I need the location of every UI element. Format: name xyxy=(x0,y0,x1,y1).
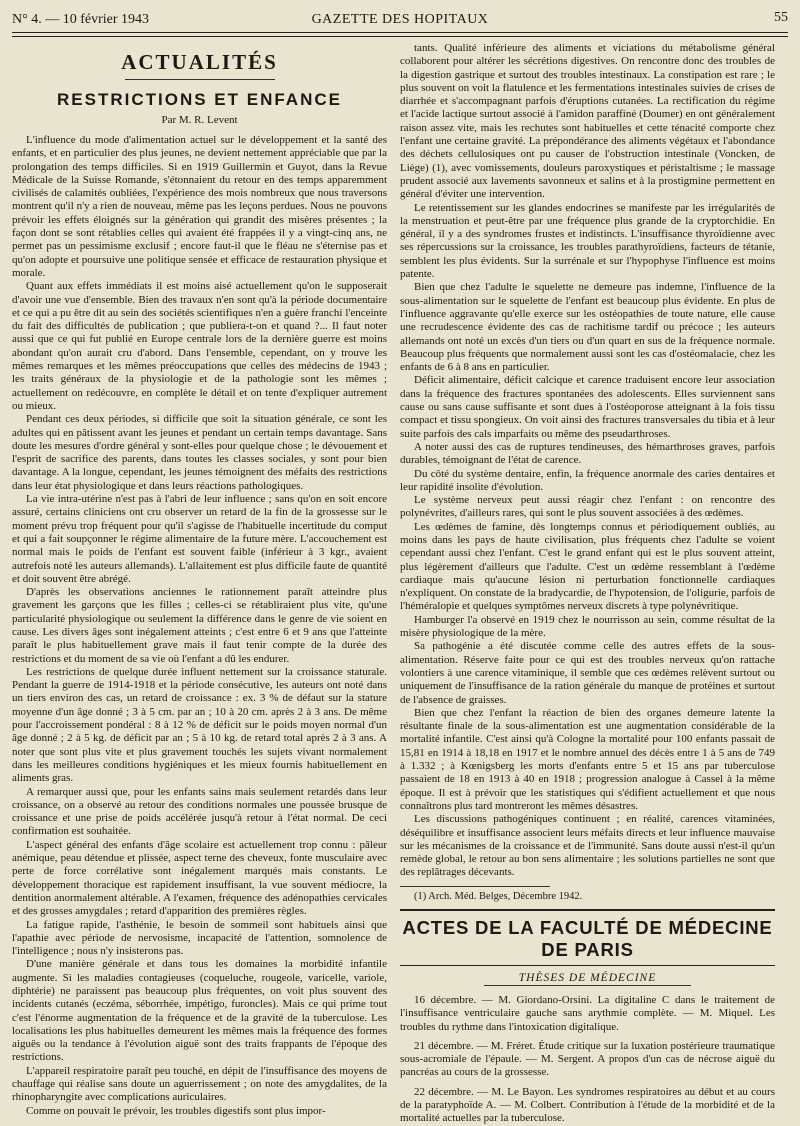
paragraph: L'aspect général des enfants d'âge scolaire est actuellement trop connu : pâleur anémique, peau détendue et plissée, aspect terne des cheveux, fonte musculaire avec perte de force corrélative sont inégalement marqués mais constants. Le développement thoracique est rapidement insuffisant, la vue souvent médiocre, la dentition anormalement altérable. A l'examen, fréquence des adénopathies cervicales et des grosses amygdales ; retard d'apparition des premières règles. xyxy=(12,838,387,918)
section-divider xyxy=(125,79,275,80)
issue-number: N° 4. — 10 février 1943 xyxy=(12,12,150,27)
subsection-divider xyxy=(484,985,690,986)
paragraph: La fatigue rapide, l'asthénie, le besoin de sommeil sont habituels ainsi que l'apathie avec période de nervosisme, incapacité de l'attention, somnolence de l'intelligence ; nous n'y insisterons pas. xyxy=(12,918,387,958)
paragraph: Comme on pouvait le prévoir, les troubles digestifs sont plus impor- xyxy=(26,1104,326,1117)
paragraph: Pendant ces deux périodes, si difficile que soit la situation générale, ce sont les adultes qui en pâtissent avant les jeunes et pendant un certain temps davantage. Sans doute les mesures d'ordre général y sont-elles pour quelque chose ; le dévouement et l'esprit de sacrifice des parents, dans toutes les classes sociales, y sont pour bien davantage. A la longue, cependant, les jeunes témoignent des méfaits des restrictions dans leur état physiologique et dans leurs réactions pathologiques. xyxy=(12,413,387,492)
paragraph: Bien que chez l'enfant la réaction de bien des organes demeure latente la résultante finale de la sous-alimentation est une augmentation considérable de la mortalité infantile. C'est ainsi qu'à Cologne la mortalité pour 100 enfants passait de 15,81 en 1914 à 18,18 en 1917 et le nombre annuel des décès entre 1 à 5 ans de 749 à 1.332 ; à Kœnigsberg les morts d'enfants entre 5 et 15 ans par tuberculose passaient de 18 en 1913 à 40 en 1918 ; progression analogue à Cassel à la même époque. Il est à prévoir que les statistiques qui s'édifient actuellement et que nous connaîtrons plus tard montreront les mêmes désastres. xyxy=(400,706,775,812)
paragraph: D'après les observations anciennes le rationnement paraît atteindre plus gravement les garçons que les filles ; celles-ci se rétabliraient plus vite, qu'une particularité physiologique ou seulement la différence dans le genre de vie soient en cause. Les divers âges sont inégalement atteints ; c'est entre 6 et 9 ans que l'atteinte paraît le plus habituellement grave mais il faut tenir compte de la durée des restrictions et du moment de sa vie où l'enfant a dû les endurer. xyxy=(12,586,387,665)
footnote-divider xyxy=(400,886,550,887)
thesis-entry: 21 décembre. — M. Fréret. Étude critique sur la luxation postérieure traumatique sous-acromiale de l'épaule. — M. Sergent. A propos d'un cas de nécrose aiguë du pancréas au cours de la grossesse. xyxy=(400,1039,775,1079)
paragraph: Quant aux effets immédiats il est moins aisé actuellement qu'on le supposerait d'avoir une vue d'ensemble. Bien des travaux n'en sont qu'à la période documentaire et ce qui a pu être dit au sein des sociétés scientifiques n'en a guère franchi l'enceinte du fait des difficultés de publication ; que publiera-t-on et quand ?... Il faut noter aussi que ce qui fut publié en Europe centrale lors de la dernière guerre est moins abondant qu'on aurait cru d'abord. Dans l'ensemble, cependant, on y trouve les mêmes remarques et les mêmes préoccupations que celles des médecins de 1943 ; les traits généraux de la physiologie et de la pathologie sont les mêmes ; actuellement on redécouvre, en complète le détail et on tente d'expliquer autrement ou mieux. xyxy=(12,280,387,412)
paragraph: D'une manière générale et dans tous les domaines la morbidité infantile augmente. Si les maladies contagieuses (coqueluche, rougeole, varicelle, variole, diphtérie) ne paraissent pas beaucoup plus fréquentes, on voit plus souvent des incidents cutanés (eczéma, séborrhée, impétigo, furoncles). Mais ce qui prime tout c'est l'énorme augmentation de la fréquence et de la gravité de la tuberculose. Les localisations les plus habituelles demeurent les mêmes mais la fréquence des formes aiguës ou la tendance à l'évolution aiguë sont des traits frappants de l'époque des restrictions. xyxy=(12,958,387,1064)
journal-title: GAZETTE DES HOPITAUX xyxy=(311,12,489,27)
paragraph: Les œdèmes de famine, dès longtemps connus et périodiquement oubliés, au moins dans les pays de haute civilisation, plus fréquents chez l'adulte se voient cependant aussi chez l'enfant. C'est le grand enfant qui est le plus souvent atteint, plus légèrement d'ailleurs que l'adulte. C'est un œdème ressemblant à l'œdème cardiaque mais qu'aucune lésion ni perturbation fonctionnelle cardiaques n'expliquent. On constate de la bradycardie, de l'hypotension, de l'oligurie, parfois de l'héméralopie et quelques symptômes nerveux discrets à type polynévritique. xyxy=(400,520,775,613)
paragraph: L'appareil respiratoire paraît peu touché, en dépit de l'insuffisance des moyens de chauffage qui réalise sans doute un aguerrissement ; on note des amygdalites, de la rhinopharyngite avec complications auriculaires. xyxy=(12,1064,387,1104)
paragraph: Le retentissement sur les glandes endocrines se manifeste par les irrégularités de la menstruation et peut-être par une fréquence plus grande de la cryptorchidie. En général, il y a des syndromes frustes et indistincts. L'insuffisance thyroïdienne avec ses répercussions sur la croissance, les troubles parathyroïdiens, facteurs de tétanie, semblent les plus évidents. Sur la surrénale et sur l'hypophyse l'influence est moins patente. xyxy=(400,201,775,281)
paragraph: La vie intra-utérine n'est pas à l'abri de leur influence ; sans qu'on en soit encore assuré, certains cliniciens ont cru observer un retard de la fin de la grossesse sur le moment prévu trop fréquent pour qu'il s'agisse de l'habituelle incertitude du comput et qui a fait soupçonner le régime alimentaire de la future mère. L'accouchement est normal mais le poids de l'enfant est souvent faible (inférieur à 3 kgr., avaient autrefois noté les auteurs allemands). L'allaitement est plus difficile faute de quantité et doit souvent être abrégé. xyxy=(12,493,387,585)
paragraph: Bien que chez l'adulte le squelette ne demeure pas indemne, l'influence de la sous-alimentation sur le squelette de l'enfant est beaucoup plus évidente. En plus de l'influence aggravante qu'elle exerce sur les ostéopathies de toute nature, elle cause une recrudescence évidente des cas de rachitisme tardif ou précoce ; les auteurs allemands ont noté un excès d'un tiers ou d'un quart en sus de la fréquence normale. Beaucoup plus fréquents que normalement aussi sont les cas d'ostéomalacie, chez les enfants de 6 à 8 ans en particulier. xyxy=(400,281,775,374)
paragraph: Du côté du système dentaire, enfin, la fréquence anormale des caries dentaires et leur rapidité insolite d'évolution. xyxy=(400,467,775,493)
paragraph: Sa pathogénie a été discutée comme celle des autres effets de la sous-alimentation. Réserve faite pour ce qui est des troubles nerveux qu'on rattache volontiers à une carence vitaminique, il semble que ces œdèmes relèvent surtout ou uniquement de l'insuffisance de la ration générale du manque de protéines et surtout de l'absence de graisses. xyxy=(400,640,775,706)
article-byline: Par M. R. Levent xyxy=(161,114,238,126)
paragraph: Les discussions pathogéniques continuent ; en réalité, carences vitaminées, déséquilibre et insuffisance associent leurs méfaits directs et leur influence mauvaise sur les mécanismes de la croissance et de l'immunité. Sans doute aussi n'est-il qu'un remède global, le retour au bon sens alimentaire ; les solutions partielles ne sont que des replâtrages décevants. xyxy=(400,813,775,879)
paragraph: L'influence du mode d'alimentation actuel sur le développement et la santé des enfants, et en particulier des plus jeunes, ne devient nettement appréciable que par la prolongation des temps difficiles. Si en 1919 Guillermin et Guyot, dans la Revue Médicale de la Suisse Romande, s'étonnaient du retour en des temps apparemment civilisés de calamités oubliées, l'expérience des mois nombreux que nous traversons montrent qu'il n'y a rien de nouveau, même pas les leçons perdues. Nous ne pouvons prévoir les effets éloignés sur la génération qui grandit des misères présentes ; la façon dont se sont rétablies celles qui avaient été frappées il y a vingt-cinq ans, ne permet pas un pessimisme exclusif ; encore faut-il que le fléau ne s'éternise pas et qu'on adopte et poursuive une politique sensée et efficace de restauration physique et morale. xyxy=(12,134,387,279)
paragraph: A remarquer aussi que, pour les enfants sains mais seulement retardés dans leur croissance, on a observé au retour des conditions normales une poussée brusque de croissance et une prise de poids accélérée jusqu'à retour à l'état normal. De ceci confirmation est souhaitée. xyxy=(12,785,387,838)
paragraph: Hamburger l'a observé en 1919 chez le nourrisson au sein, comme résultat de la misère physiologique de la mère. xyxy=(400,613,775,640)
section-title: ACTUALITÉS xyxy=(121,50,278,74)
page-number: 55 xyxy=(774,10,788,25)
acts-section-title: ACTES DE LA FACULTÉ DE MÉDECINE DE PARIS xyxy=(400,909,775,966)
paragraph: A noter aussi des cas de ruptures tendineuses, des hémarthroses graves, parfois durables, témoignant de l'état de carence. xyxy=(400,440,775,467)
paragraph: tants. Qualité inférieure des aliments et viciations du métabolisme général collaborent pour altérer les sécrétions digestives. On rencontre donc des troubles de la digestion gastrique et surtout des troubles intestinaux. La constipation est rare ; le plus souvent on voit la flatulence et les fermentations intestinales suivies de crises de diarrhée et s'accompagnant parfois d'éruptions cutanées. La rectification du régime et l'acide lactique surtout associé à l'amidon paraffiné (Doumer) en ont généralement raison assez vite, mais les rechutes sont habituelles et cette ténacité comporte chez l'enfant une certaine gravité. La prépondérance des aliments végétaux et l'abondance des déchets cellulosiques ont pu causer de l'obstruction intestinale (Voncken, de Liège) (1), avec vomissements, douleurs paroxystiques et péristaltisme ; le massage prudent associé aux lavements savonneux et salins et à la prostigmine permettent en général d'éviter une intervention. xyxy=(400,42,775,201)
header-rule-double xyxy=(12,36,788,37)
paragraph: Les restrictions de quelque durée influent nettement sur la croissance staturale. Pendant la guerre de 1914-1918 et la période consécutive, les auteurs ont noté dans un tiers environ des cas, un retard de croissance : ex. 3 % de défaut sur la stature moyenne d'un âge donné ; 3 à 5 cm. par an ; 10 à 20 cm. après 2 à 3 ans. De même pour l'accroissement pondéral : 8 à 12 % de déficit sur le poids moyen normal d'un âge donné ; 2 à 5 kg. de déficit par an ; 5 à 10 kg. de retard total après 2 à 3 ans. A noter que sont plus vite et plus gravement touchés les sujets vivant normalement dans les meilleures conditions hygiéniques et les mieux fournis habituellement en aliments gras. xyxy=(12,665,387,785)
left-column xyxy=(12,42,387,1118)
right-column xyxy=(400,42,775,1125)
paragraph: Déficit alimentaire, déficit calcique et carence traduisent encore leur association dans la fréquence des fractures spontanées des adolescents. Elles surviennent sans cause ou sans cause suffisante et sont dues à l'ostéoporose atteignant à la fois tissu compact et tissu spongieux. On voit ainsi des fractures transversales du tibia et à leur suite parfois des cals imparfaits ou même des pseudarthroses. xyxy=(400,374,775,440)
article-title: RESTRICTIONS ET ENFANCE xyxy=(57,90,342,109)
paragraph: Le système nerveux peut aussi réagir chez l'enfant : on rencontre des polynévrites, d'ailleurs rares, qui sont le plus souvent associées à des œdèmes. xyxy=(400,494,775,520)
thesis-entry: 22 décembre. — M. Le Bayon. Les syndromes respiratoires au début et au cours de la paratyphoïde A. — M. Colbert. Contribution à l'étude de la morbidité et de la mortalité actuelles par la tuberculose. xyxy=(400,1085,775,1125)
footnote: (1) Arch. Méd. Belges, Décembre 1942. xyxy=(414,890,583,902)
thesis-entry: 16 décembre. — M. Giordano-Orsini. La digitaline C dans le traitement de l'insuffisance ventriculaire gauche sans arythmie complète. — M. Miquel. Les troubles du rythme dans l'intoxication digitalique. xyxy=(400,994,775,1033)
header-rule xyxy=(12,32,788,33)
theses-subsection-title: THÈSES DE MÉDECINE xyxy=(518,972,657,984)
page-header xyxy=(12,8,788,30)
